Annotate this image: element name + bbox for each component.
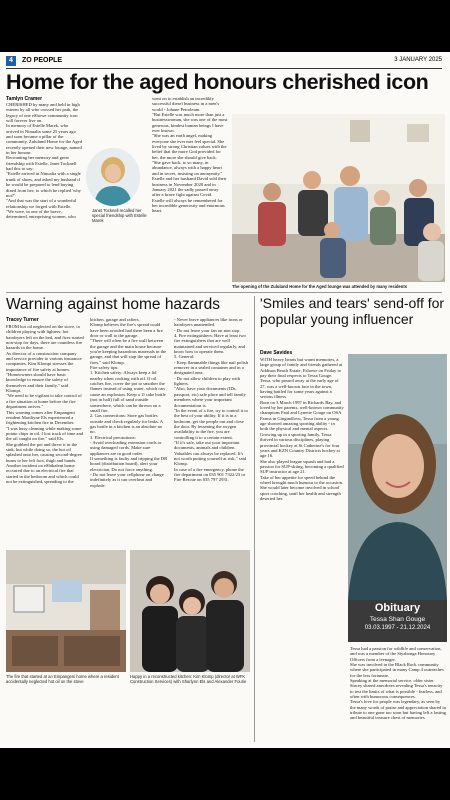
lounge-opening-photo <box>232 114 445 282</box>
story3-col1: WITH heavy hearts but warm memories, a large group of family and friends gathered at Addison Beach Estate, Eshowe on Friday to pay their final respects to Tessa Gouge. Tessa, who passed away at the early age of 27, was a well-known face in the town, having battled for some years against a serious illness. Born on 3 March 1997 in Richards Bay, and loved by her parents, well-known community champions Paul and Lynette Gouge on OSA Farms in Gingindlovu, Tessa from a young age showed amazing sporting ability - in both the physical and mental aspects. Growing up in a sporting family, Tessa thrived in various disciplines, playing provincial hockey at St Catherine's for four years and KZN Country Districts hockey at age 16. She also played league squash and had a passion for SUP-skiing, becoming a qualified SUP instructor at age 21. Take of her appetite for speed behind the wheel brought much humour to the occasion. She would later become involved in school sport coaching, until her health and strength deserted her. <box>260 357 344 501</box>
obituary-dates: 03.03.1997 - 21.12.2024 <box>364 625 431 631</box>
section-name: ZO PEOPLE <box>22 57 63 64</box>
newspaper-page <box>0 52 450 748</box>
reconstructed-kitchen-photo <box>130 550 250 672</box>
issue-date: 3 JANUARY 2025 <box>394 57 442 63</box>
portrait-illustration <box>86 148 140 206</box>
story2-col2: kitchen, garage and rafters. Klomp believes the fire's spread could have been avoided had there been a fire door or wall to the garage. "There will often be a fire wall between the garage and the main house because you're keeping hazardous materials in the garage, and that will stop the spread of fires," said Klomp. Fire safety tips: 1. Kitchen safety: Always keep a lid nearby when cooking with oil. If oil catches fire, cover the pot to smother the flames instead of using water, which can cause an explosion. Keep a 1l cake bottle (not in half) full of sand outside somewhere, which can be thrown on a small fire. 2. Gas connections: Store gas bottles outside and check regularly for leaks. A gas bottle in a kitchen is an absolute no no. 3. Electrical precautions: - Avoid overloading extension cords or using damaged cords. Make sure appliances are in good order. If something is faulty and tripping the DB board (distribution board), alert your electrician. Do not force anything. - Do not leave your cellphone on charge indefinitely as it can overheat and explode. <box>90 317 168 488</box>
page-number: 4 <box>6 56 16 66</box>
story1-col1: CHERISHED by many and held in high esteem by all who crossed her path, the legacy of one eShowe community icon will forever live on. In memory of Estelle Marek, who arrived in Ninualia some 25 years ago and soon became a pillar of the community, Zululand Home for the Aged recently opened their new lounge, named in her honour. Recounting her memory and great friendship with Estelle, Janet Tocknell had this to say: "Estelle arrived in Ninualia with a single trunk of shoes, and asked my husband if he would be prepared to lend buying dined from her; to which he replied 'why not?' "And that was the start of a wonderful relationship we forged with Estelle. "We were, in one of the brave, determined, enterprising women, who <box>6 102 82 220</box>
kitchen-illustration <box>6 550 126 672</box>
story1-headline: Home for the aged honours cherished icon <box>6 70 429 94</box>
story3-byline: Dave Savides <box>260 350 293 356</box>
story2-col1: FROM hot oil neglected on the stove, to children playing with lighters; hot hairdryers left on the bed, and fires started non-stop for days, there are countless fire hazards in the home. As director of a construction company and service provider to various insurance companies, Kim Klompt stresses the importance of fire safety at homes. "Homeowners should have basic knowledge to ensure the safety of themselves and their family," said Klompt. "We need to be vigilant to take control of a fire situation at home before the fire department arrives." This warning comes after Empangeni resident Mariliyne Els experienced a frightening kitchen fire in December. "I was busy cleaning while making some potato chips in oil. I lost track of time and the oil caught on fire," said Els. She grabbed the pot and threw it in the sink, but while doing so, the hot oil splashed onto her, causing second-degree burns to her left foot, thigh and hands. Another incident on eShikaleni home occurred due to an electrical fire that started in the bedroom and which could not be extinguished, spreading to the <box>6 324 84 484</box>
story1-photo-caption: The opening of the Zululand Home for the Aged lounge was attended by many residents <box>232 284 408 289</box>
story2-col3: - Never leave appliances like irons or hairdryers unattended. - Do not leave your fan on non stop. 4. Fire extinguishers: Have at least two fire extinguishers that are well maintained and serviced regularly, and know how to operate them. 5. General: - Keep flammable things like nail polish remover in a sealed container and in a designated area. - Do not allow children to play with lighters. "Also, have your documents (IDs, passport, etc) safe place and tell family members where your important documentation is. "In the event of a fire, try to control it to the best of your ability. If it is in a bedroom, get the people out and close the door. By lessening the oxygen availability to the fire, you are controlling it to a certain extent. "If it's safe, take out your important documents, animals and children. Valuables can always be replaced. It's not worth putting yourself at risk," said Klomp. In case of a fire emergency, phone the fire department on 035 901 7322/23 or Fire Rescue on 035 797 2931. <box>174 317 248 483</box>
story3-col2: Tessa had a passion for wildlife and conservation, and was a member of the Siyabonga Honorary Officers from a teenager. She was involved in the Black Rock community where she participated in many Camp 4 outreaches for the less fortunate. Speaking at the memorial service, older sister Stacey shared anecdotes revealing Tessa's tenacity to test the limits of what is possible - fearless, and often with humorous consequences. Tessa's love for people was legendary, as seen by the many words of praise and appreciation shared in tribute to one gone too soon but having left a lasting and beautiful treasure chest of memories. <box>350 646 446 721</box>
page-header <box>6 56 442 67</box>
story1-col2: went on to establish an incredibly successful diesel business in a men's world - Johane Petroleum. "But Estelle was much more than just a businesswoman, she was one of the most generous, kindest human beings I have ever known. "She was an earth angel, making everyone she ever met feel special. She lived by strong Christian values with the belief that the more God provided for her, the more she should give back. "She gave back, to so many, in abundance, always with a happy heart and in secret, insisting on anonymity." Estelle and her husband David sold their business in November 2020 and in January 2021 the sadly passed away after a brave fight against Covid. Estelle will always be remembered for her incredible generosity and enormous heart. <box>152 96 228 214</box>
story1-inset-caption: Janet Tocknell recalled her special friendship with Estelle Marek <box>92 208 147 223</box>
tessa-illustration <box>348 354 447 600</box>
janet-portrait-photo <box>86 148 140 206</box>
group-photo-illustration <box>232 114 445 282</box>
story2-byline: Tracey Turner <box>6 317 39 323</box>
obituary-name: Tessa Shan Gouge <box>369 616 426 623</box>
obituary-label: Obituary <box>374 602 421 614</box>
team-illustration <box>130 550 250 672</box>
story-divider <box>6 292 442 293</box>
story2-headline: Warning against home hazards <box>6 296 220 313</box>
story1-byline: Tamlyn Cramer <box>6 96 43 102</box>
obituary-banner <box>348 600 447 642</box>
story3-headline: 'Smiles and tears' send-off for popular young influencer <box>260 295 445 327</box>
burnt-kitchen-photo <box>6 550 126 672</box>
story2-caption1: The fire that started at an Empangeni home where a resident accidentally neglected hot oil on the stove <box>6 674 119 684</box>
tessa-portrait-photo <box>348 354 447 600</box>
column-divider <box>254 296 255 742</box>
story2-caption2: Happy in a reconstructed kitchen: Kim Klomp (director at WFK Construction Services) with Sharlynn Els and Alexander Fourie <box>130 674 247 684</box>
header-rule <box>6 68 442 69</box>
